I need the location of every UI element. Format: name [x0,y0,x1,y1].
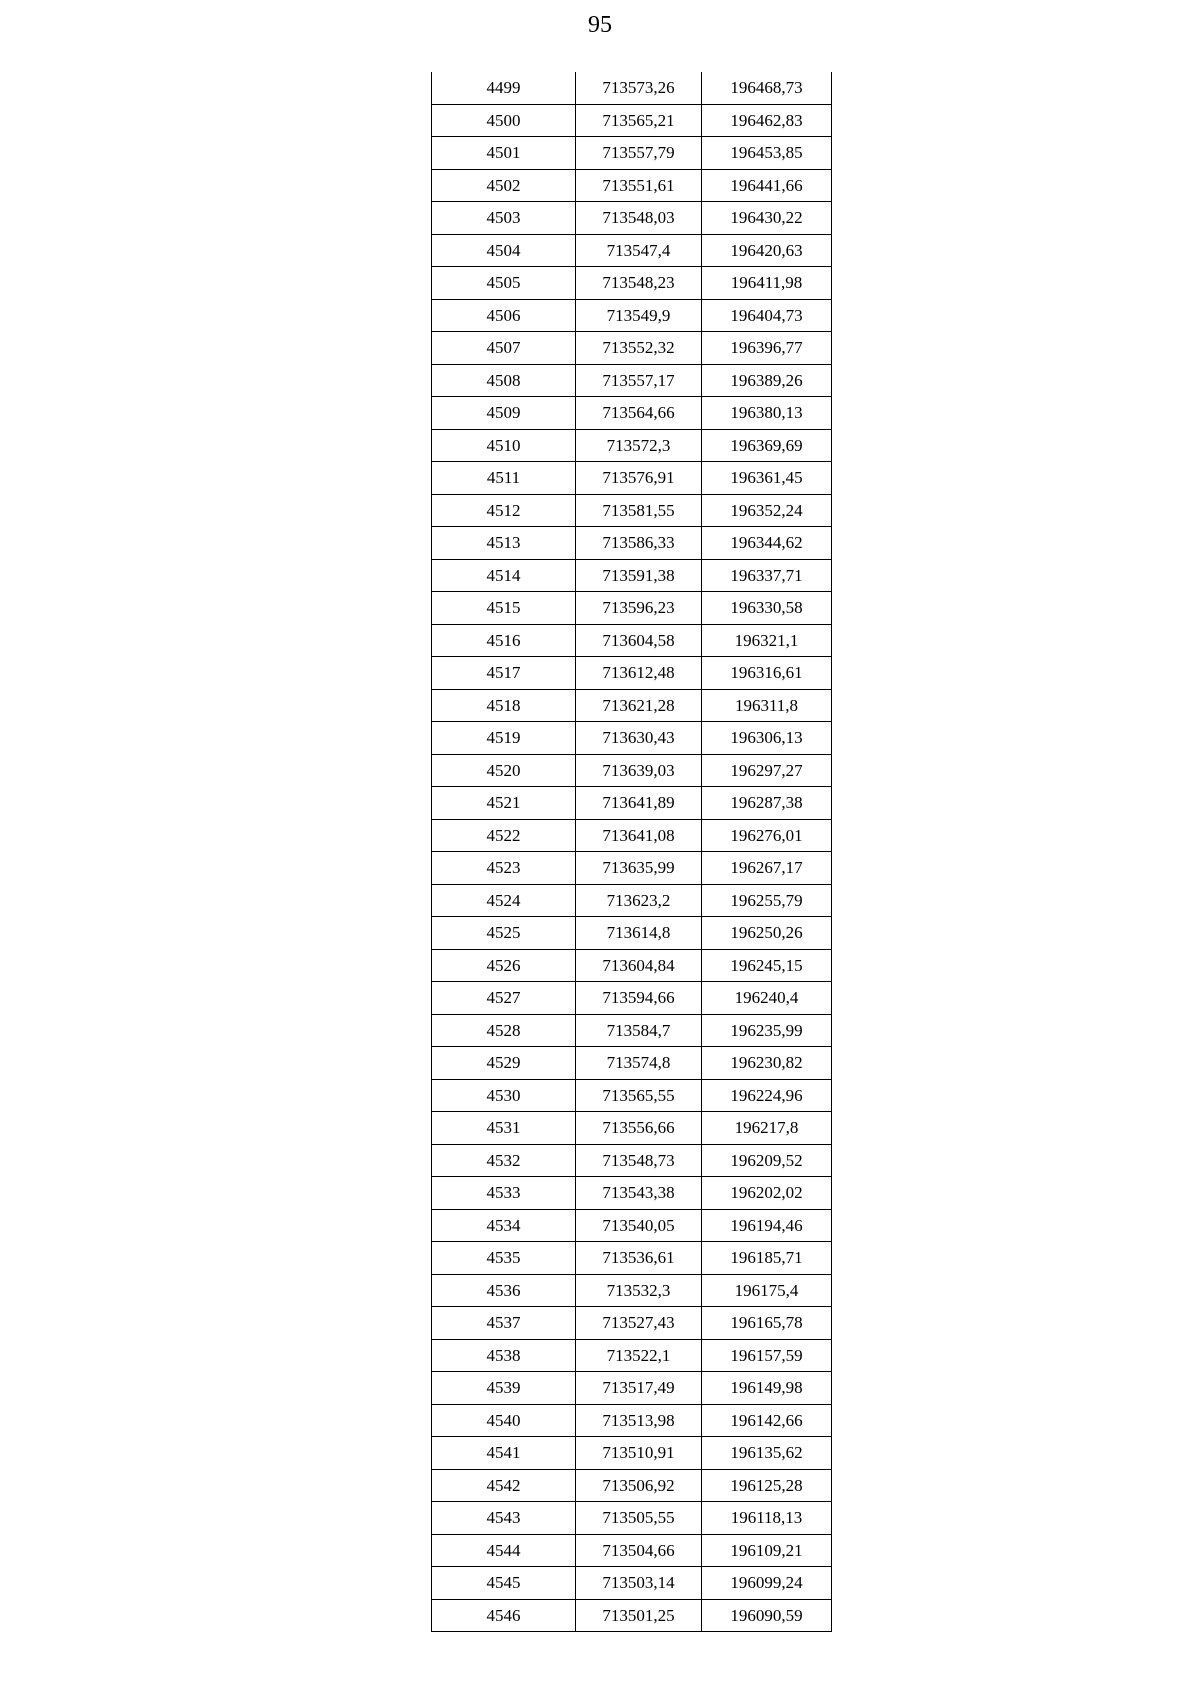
point-number-cell: 4508 [432,364,576,397]
point-number-cell: 4543 [432,1502,576,1535]
table-row [432,884,832,917]
y-coordinate-cell: 196240,4 [702,982,832,1015]
y-coordinate-cell: 196255,79 [702,884,832,917]
point-number-cell: 4517 [432,657,576,690]
table-row [432,1502,832,1535]
y-coordinate-cell: 196404,73 [702,299,832,332]
table-row [432,1437,832,1470]
x-coordinate-cell: 713551,61 [576,169,702,202]
table-row [432,267,832,300]
table-row [432,1242,832,1275]
x-coordinate-cell: 713513,98 [576,1404,702,1437]
x-coordinate-cell: 713565,21 [576,104,702,137]
point-number-cell: 4510 [432,429,576,462]
x-coordinate-cell: 713591,38 [576,559,702,592]
x-coordinate-cell: 713536,61 [576,1242,702,1275]
y-coordinate-cell: 196267,17 [702,852,832,885]
point-number-cell: 4509 [432,397,576,430]
point-number-cell: 4502 [432,169,576,202]
x-coordinate-cell: 713635,99 [576,852,702,885]
y-coordinate-cell: 196352,24 [702,494,832,527]
y-coordinate-cell: 196380,13 [702,397,832,430]
y-coordinate-cell: 196118,13 [702,1502,832,1535]
table-row [432,1177,832,1210]
x-coordinate-cell: 713594,66 [576,982,702,1015]
point-number-cell: 4520 [432,754,576,787]
y-coordinate-cell: 196396,77 [702,332,832,365]
table-row [432,1567,832,1600]
y-coordinate-cell: 196235,99 [702,1014,832,1047]
x-coordinate-cell: 713510,91 [576,1437,702,1470]
table-row [432,722,832,755]
point-number-cell: 4525 [432,917,576,950]
point-number-cell: 4539 [432,1372,576,1405]
table-row [432,754,832,787]
table-row [432,299,832,332]
table-row [432,559,832,592]
y-coordinate-cell: 196194,46 [702,1209,832,1242]
point-number-cell: 4544 [432,1534,576,1567]
x-coordinate-cell: 713639,03 [576,754,702,787]
table-row [432,1079,832,1112]
y-coordinate-cell: 196297,27 [702,754,832,787]
point-number-cell: 4540 [432,1404,576,1437]
x-coordinate-cell: 713614,8 [576,917,702,950]
point-number-cell: 4534 [432,1209,576,1242]
table-row [432,819,832,852]
x-coordinate-cell: 713557,79 [576,137,702,170]
point-number-cell: 4521 [432,787,576,820]
x-coordinate-cell: 713556,66 [576,1112,702,1145]
x-coordinate-cell: 713604,84 [576,949,702,982]
point-number-cell: 4532 [432,1144,576,1177]
y-coordinate-cell: 196441,66 [702,169,832,202]
x-coordinate-cell: 713596,23 [576,592,702,625]
point-number-cell: 4535 [432,1242,576,1275]
y-coordinate-cell: 196287,38 [702,787,832,820]
y-coordinate-cell: 196276,01 [702,819,832,852]
table-row [432,1144,832,1177]
point-number-cell: 4511 [432,462,576,495]
table-row [432,1599,832,1632]
y-coordinate-cell: 196344,62 [702,527,832,560]
coordinates-table-body [432,72,832,1632]
x-coordinate-cell: 713527,43 [576,1307,702,1340]
point-number-cell: 4503 [432,202,576,235]
point-number-cell: 4541 [432,1437,576,1470]
x-coordinate-cell: 713574,8 [576,1047,702,1080]
y-coordinate-cell: 196217,8 [702,1112,832,1145]
table-row [432,689,832,722]
point-number-cell: 4506 [432,299,576,332]
x-coordinate-cell: 713548,03 [576,202,702,235]
y-coordinate-cell: 196099,24 [702,1567,832,1600]
table-row [432,527,832,560]
y-coordinate-cell: 196311,8 [702,689,832,722]
point-number-cell: 4505 [432,267,576,300]
y-coordinate-cell: 196185,71 [702,1242,832,1275]
y-coordinate-cell: 196468,73 [702,72,832,104]
y-coordinate-cell: 196090,59 [702,1599,832,1632]
point-number-cell: 4501 [432,137,576,170]
table-row [432,949,832,982]
x-coordinate-cell: 713501,25 [576,1599,702,1632]
point-number-cell: 4504 [432,234,576,267]
x-coordinate-cell: 713543,38 [576,1177,702,1210]
table-row [432,332,832,365]
point-number-cell: 4514 [432,559,576,592]
y-coordinate-cell: 196149,98 [702,1372,832,1405]
x-coordinate-cell: 713548,73 [576,1144,702,1177]
point-number-cell: 4523 [432,852,576,885]
x-coordinate-cell: 713641,89 [576,787,702,820]
x-coordinate-cell: 713503,14 [576,1567,702,1600]
point-number-cell: 4519 [432,722,576,755]
y-coordinate-cell: 196250,26 [702,917,832,950]
point-number-cell: 4512 [432,494,576,527]
point-number-cell: 4545 [432,1567,576,1600]
x-coordinate-cell: 713572,3 [576,429,702,462]
y-coordinate-cell: 196411,98 [702,267,832,300]
x-coordinate-cell: 713517,49 [576,1372,702,1405]
table-row [432,1014,832,1047]
table-row [432,657,832,690]
coordinates-table [431,72,832,1632]
table-row [432,104,832,137]
point-number-cell: 4538 [432,1339,576,1372]
x-coordinate-cell: 713505,55 [576,1502,702,1535]
y-coordinate-cell: 196369,69 [702,429,832,462]
y-coordinate-cell: 196175,4 [702,1274,832,1307]
point-number-cell: 4528 [432,1014,576,1047]
table-row [432,1112,832,1145]
y-coordinate-cell: 196109,21 [702,1534,832,1567]
x-coordinate-cell: 713623,2 [576,884,702,917]
table-row [432,137,832,170]
x-coordinate-cell: 713621,28 [576,689,702,722]
point-number-cell: 4513 [432,527,576,560]
y-coordinate-cell: 196142,66 [702,1404,832,1437]
point-number-cell: 4500 [432,104,576,137]
y-coordinate-cell: 196361,45 [702,462,832,495]
x-coordinate-cell: 713547,4 [576,234,702,267]
page-number: 95 [588,12,612,38]
table-row [432,234,832,267]
point-number-cell: 4507 [432,332,576,365]
table-row [432,624,832,657]
table-row [432,202,832,235]
table-row [432,364,832,397]
table-row [432,852,832,885]
y-coordinate-cell: 196245,15 [702,949,832,982]
x-coordinate-cell: 713612,48 [576,657,702,690]
y-coordinate-cell: 196321,1 [702,624,832,657]
x-coordinate-cell: 713549,9 [576,299,702,332]
table-row [432,72,832,104]
table-row [432,1307,832,1340]
point-number-cell: 4516 [432,624,576,657]
y-coordinate-cell: 196125,28 [702,1469,832,1502]
table-row [432,1274,832,1307]
y-coordinate-cell: 196420,63 [702,234,832,267]
table-row [432,592,832,625]
point-number-cell: 4542 [432,1469,576,1502]
y-coordinate-cell: 196209,52 [702,1144,832,1177]
point-number-cell: 4546 [432,1599,576,1632]
table-row [432,1404,832,1437]
y-coordinate-cell: 196316,61 [702,657,832,690]
table-row [432,1339,832,1372]
point-number-cell: 4529 [432,1047,576,1080]
table-row [432,1534,832,1567]
table-row [432,1047,832,1080]
table-row [432,494,832,527]
table-row [432,917,832,950]
table-row [432,982,832,1015]
x-coordinate-cell: 713584,7 [576,1014,702,1047]
x-coordinate-cell: 713506,92 [576,1469,702,1502]
table-row [432,1209,832,1242]
y-coordinate-cell: 196330,58 [702,592,832,625]
point-number-cell: 4537 [432,1307,576,1340]
y-coordinate-cell: 196462,83 [702,104,832,137]
table-row [432,169,832,202]
point-number-cell: 4522 [432,819,576,852]
point-number-cell: 4526 [432,949,576,982]
y-coordinate-cell: 196453,85 [702,137,832,170]
point-number-cell: 4531 [432,1112,576,1145]
y-coordinate-cell: 196389,26 [702,364,832,397]
y-coordinate-cell: 196157,59 [702,1339,832,1372]
table-row [432,787,832,820]
y-coordinate-cell: 196337,71 [702,559,832,592]
y-coordinate-cell: 196202,02 [702,1177,832,1210]
point-number-cell: 4515 [432,592,576,625]
x-coordinate-cell: 713532,3 [576,1274,702,1307]
x-coordinate-cell: 713504,66 [576,1534,702,1567]
point-number-cell: 4527 [432,982,576,1015]
x-coordinate-cell: 713581,55 [576,494,702,527]
y-coordinate-cell: 196224,96 [702,1079,832,1112]
x-coordinate-cell: 713641,08 [576,819,702,852]
y-coordinate-cell: 196135,62 [702,1437,832,1470]
x-coordinate-cell: 713573,26 [576,72,702,104]
table-row [432,1372,832,1405]
x-coordinate-cell: 713540,05 [576,1209,702,1242]
point-number-cell: 4518 [432,689,576,722]
x-coordinate-cell: 713522,1 [576,1339,702,1372]
point-number-cell: 4530 [432,1079,576,1112]
x-coordinate-cell: 713604,58 [576,624,702,657]
point-number-cell: 4524 [432,884,576,917]
x-coordinate-cell: 713548,23 [576,267,702,300]
x-coordinate-cell: 713576,91 [576,462,702,495]
x-coordinate-cell: 713552,32 [576,332,702,365]
x-coordinate-cell: 713564,66 [576,397,702,430]
y-coordinate-cell: 196165,78 [702,1307,832,1340]
x-coordinate-cell: 713586,33 [576,527,702,560]
point-number-cell: 4533 [432,1177,576,1210]
y-coordinate-cell: 196230,82 [702,1047,832,1080]
point-number-cell: 4536 [432,1274,576,1307]
y-coordinate-cell: 196306,13 [702,722,832,755]
table-row [432,462,832,495]
y-coordinate-cell: 196430,22 [702,202,832,235]
x-coordinate-cell: 713630,43 [576,722,702,755]
point-number-cell: 4499 [432,72,576,104]
table-row [432,1469,832,1502]
x-coordinate-cell: 713565,55 [576,1079,702,1112]
x-coordinate-cell: 713557,17 [576,364,702,397]
table-row [432,397,832,430]
table-row [432,429,832,462]
